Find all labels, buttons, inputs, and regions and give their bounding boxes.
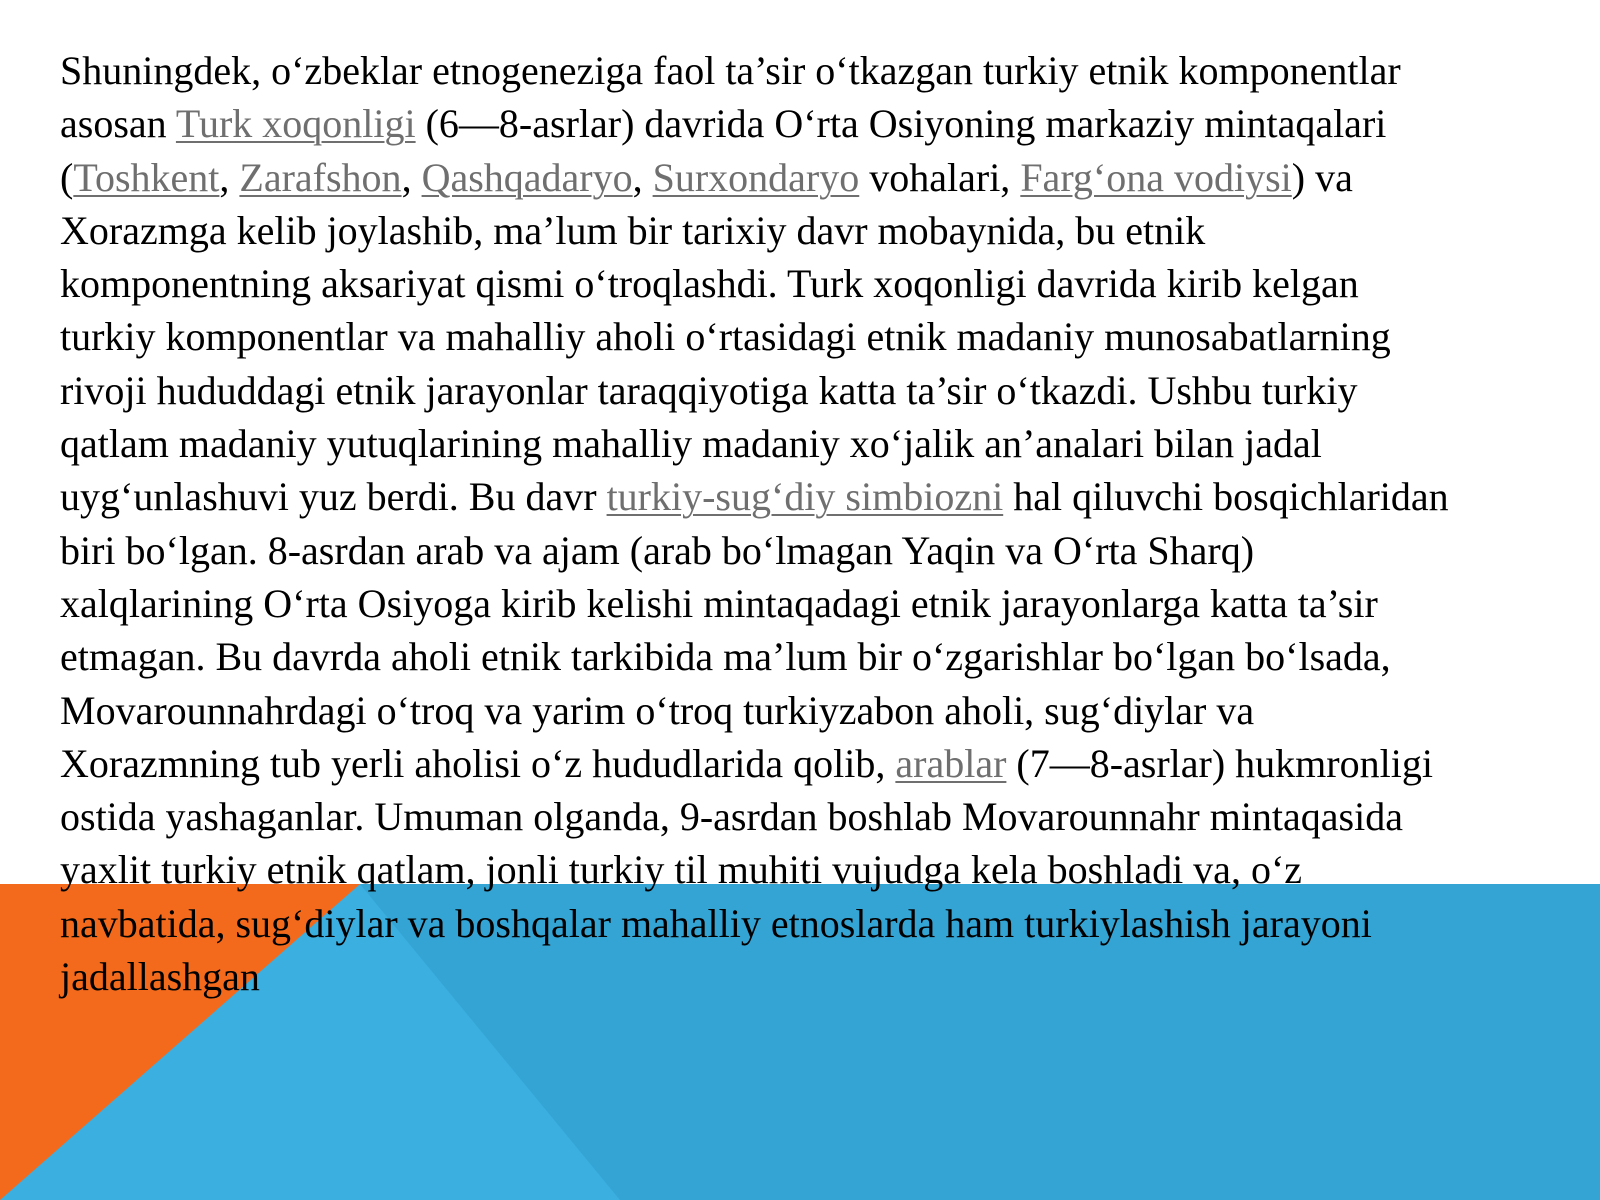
inline-link[interactable]: Turk xoqonligi	[175, 101, 416, 147]
inline-link[interactable]: arablar	[895, 740, 1007, 786]
inline-link[interactable]: Farg‘ona vodiysi	[1020, 154, 1292, 200]
inline-link[interactable]: Qashqadaryo	[421, 154, 633, 200]
inline-link[interactable]: turkiy-sug‘diy simbiozni	[606, 474, 1004, 520]
paragraph-text: (7—8-asrlar) hukmronligi ostida yashaganlar. Umuman olganda, 9-asrdan boshlab Movarounnahr mintaqasida yaxlit turkiy etnik qatlam, jonli turkiy til muhiti vujudga kela boshladi va, o‘z navbatida, sug‘diylar va boshqalar mahalliy etnoslarda ham turkiylashish jarayoni jadallashgan	[60, 740, 1433, 1000]
paragraph-text: vohalari,	[859, 154, 1021, 200]
inline-link[interactable]: Zarafshon	[239, 154, 402, 200]
paragraph-text: ,	[632, 154, 653, 200]
paragraph-text: ) va Xorazmga kelib joylashib, ma’lum bir tarixiy davr mobaynida, bu etnik komponentning aksariyat qismi o‘troqlashdi. Turk xoqonligi davrida kirib kelgan turkiy komponentlar va mahalliy aholi o‘rtasidagi etnik madaniy munosabatlarning rivoji hududdagi etnik jarayonlar taraqqiyotiga katta ta’sir o‘tkazdi. Ushbu turkiy qatlam madaniy yutuqlarining mahalliy madaniy xo‘jalik an’analari bilan jadal uyg‘unlashuvi yuz berdi. Bu davr	[60, 154, 1391, 520]
paragraph-text: hal qiluvchi bosqichlaridan biri bo‘lgan. 8-asrdan arab va ajam (arab bo‘lmagan Yaqin va O‘rta Sharq) xalqlarining O‘rta Osiyoga kirib kelishi mintaqadagi etnik jarayonlarga katta ta’sir etmagan. Bu davrda aholi etnik tarkibida ma’lum bir o‘zgarishlar bo‘lgan bo‘lsada, Movarounnahrdagi o‘troq va yarim o‘troq turkiyzabon aholi, sug‘diylar va Xorazmning tub yerli aholisi o‘z hududlarida qolib,	[60, 474, 1449, 786]
paragraph-text: (6—8-asrlar) davrida O‘rta Osiyoning markaziy mintaqalari (	[60, 101, 1387, 200]
body-paragraph	[60, 44, 1450, 1003]
paragraph-text: Shuningdek, o‘zbeklar etnogeneziga faol ta’sir o‘tkazgan turkiy etnik komponentlar asosan	[60, 48, 1401, 147]
paragraph-text: ,	[401, 154, 422, 200]
paragraph-text: ,	[219, 154, 240, 200]
inline-link[interactable]: Surxondaryo	[652, 154, 860, 200]
inline-link[interactable]: Toshkent	[73, 154, 220, 200]
